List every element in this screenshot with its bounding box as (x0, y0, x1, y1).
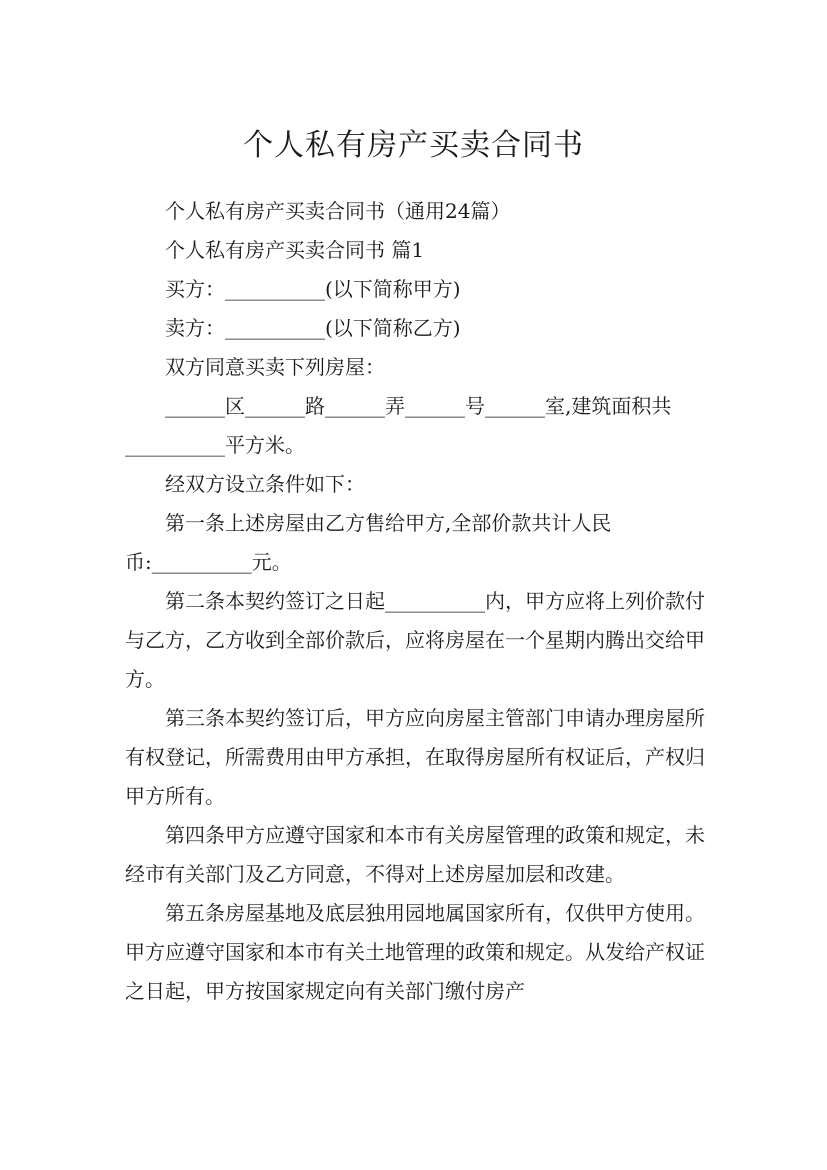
paragraph-seller: 卖方：__________(以下简称乙方) (165, 316, 461, 340)
paragraph-subtitle: 个人私有房产买卖合同书（通用24篇） (165, 199, 511, 223)
paragraph-article-2: 第二条本契约签订之日起__________内，甲方应将上列价款付与乙方，乙方收到全部价款后，应将房屋在一个星期内腾出交给甲方。 (125, 589, 705, 691)
paragraph-property-address: ______区______路______弄______号______室,建筑面积共__________平方米。 (125, 394, 672, 457)
paragraph-article-1: 第一条上述房屋由乙方售给甲方,全部价款共计人民币:__________元。 (125, 511, 612, 574)
paragraph-agreement: 双方同意买卖下列房屋： (165, 355, 385, 379)
paragraph-section-heading: 个人私有房产买卖合同书 篇1 (165, 238, 425, 262)
paragraph-article-3: 第三条本契约签订后，甲方应向房屋主管部门申请办理房屋所有权登记，所需费用由甲方承担，在取得房屋所有权证后，产权归甲方所有。 (125, 706, 705, 808)
paragraph-buyer: 买方：__________(以下简称甲方) (165, 277, 461, 301)
paragraph-conditions-intro: 经双方设立条件如下： (165, 472, 365, 496)
paragraph-article-4: 第四条甲方应遵守国家和本市有关房屋管理的政策和规定，未经市有关部门及乙方同意，不得对上述房屋加层和改建。 (125, 823, 705, 886)
document-body (125, 192, 705, 1011)
paragraph-article-5: 第五条房屋基地及底层独用园地属国家所有，仅供甲方使用。甲方应遵守国家和本市有关土地管理的政策和规定。从发给产权证之日起，甲方按国家规定向有关部门缴付房产 (125, 901, 705, 1003)
document-title: 个人私有房产买卖合同书 (243, 128, 584, 164)
